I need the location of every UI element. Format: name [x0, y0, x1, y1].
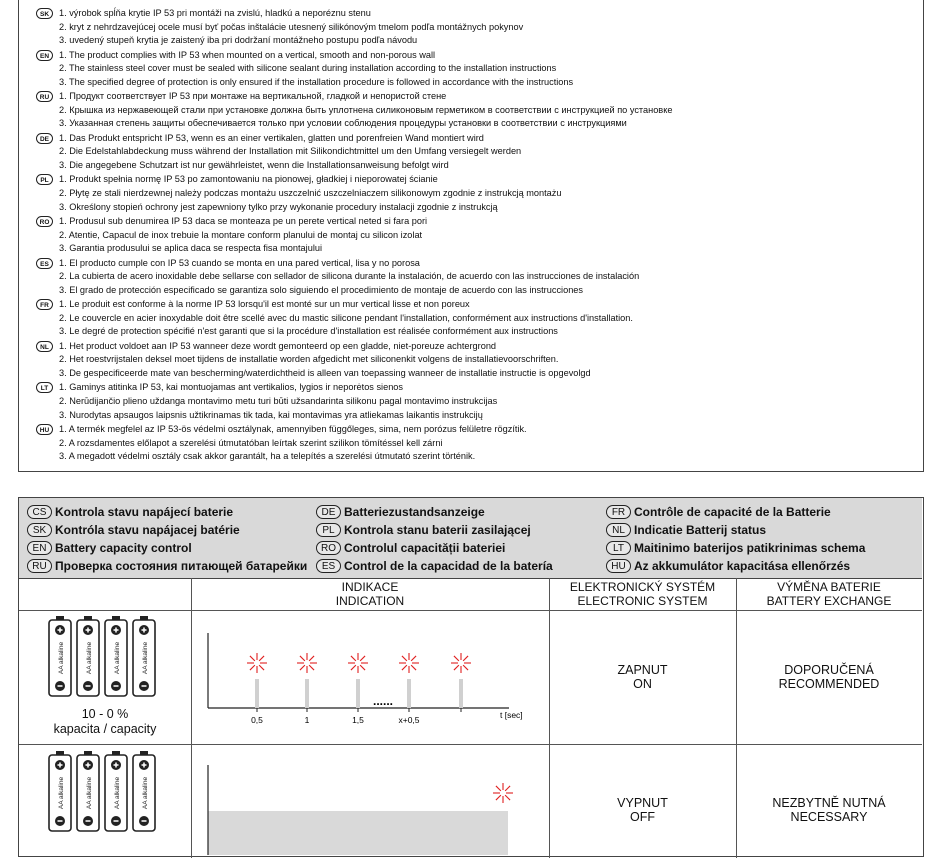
- battery-title-text: Controlul capacității bateriei: [344, 541, 506, 555]
- instruction-line: 1. Продукт соответствует IP 53 при монтаже на вертикальной, гладкой и непористой стене: [59, 91, 447, 102]
- aa-battery: [133, 616, 155, 696]
- instruction-block-sk: [36, 7, 916, 48]
- instruction-line: 2. Atentie, Capacul de inox trebuie la montare conform planului de montaj cu silicon izolat: [59, 229, 423, 240]
- battery-title-ru: [27, 557, 307, 575]
- x-tick-label: 0,5: [251, 715, 263, 725]
- flash-ray: [259, 665, 264, 670]
- instruction-line: 1. The product complies with IP 53 when mounted on a vertical, smooth and non-porous wall: [59, 49, 436, 60]
- system-state-off: [549, 796, 736, 824]
- x-tick-label: x+0,5: [398, 715, 420, 725]
- instruction-line: 1. Das Produkt entspricht IP 53, wenn es an einer vertikalen, glatten und porenfreien Wand montiert wird: [59, 132, 484, 143]
- instruction-block-es: [36, 257, 916, 298]
- system-state-on: [549, 663, 736, 691]
- instruction-line: 2. Die Edelstahlabdeckung muss während der Installation mit Silikondichtmittel um den Umfang versiegelt werden: [59, 146, 522, 157]
- language-badge: RO: [316, 541, 341, 555]
- flash-ray: [454, 665, 459, 670]
- instruction-line: 3. The specified degree of protection is only ensured if the installation procedure is followed in accordance with the instructions: [59, 76, 574, 87]
- instruction-line: 3. Nurodytas apsaugos laipsnis užtikrinamas tik tada, kai montavimas yra atliekamas laikantis instrukcijų: [59, 409, 483, 420]
- title-column-1: [27, 503, 307, 575]
- aa-battery: [105, 616, 127, 696]
- aa-battery: [49, 616, 71, 696]
- battery-title-pl: [316, 521, 553, 539]
- flash-ray: [496, 786, 501, 791]
- language-badge: RU: [36, 91, 53, 102]
- flash-icon: [493, 783, 513, 803]
- instruction-line: 1. Le produit est conforme à la norme IP 53 lorsqu'il est monté sur un mur vertical lisse et non poreux: [59, 299, 470, 310]
- instruction-block-fr: [36, 298, 916, 339]
- battery-title-fr: [606, 503, 865, 521]
- language-badge: EN: [27, 541, 52, 555]
- battery-title-text: Kontrola stavu napájecí baterie: [55, 505, 234, 519]
- instruction-block-ro: [36, 215, 916, 256]
- flash-icon: [247, 653, 267, 673]
- battery-title-text: Kontrola stanu baterii zasilającej: [344, 523, 531, 537]
- system-off-cs: VYPNUT: [617, 796, 668, 810]
- battery-title-de: [316, 503, 553, 521]
- x-tick-label: 1,5: [352, 715, 364, 725]
- instruction-line: 1. Het product voldoet aan IP 53 wanneer deze wordt gemonteerd op een gladde, niet-poreuze achtergrond: [59, 340, 497, 351]
- flash-ray: [259, 656, 264, 661]
- instruction-line: 1. Produsul sub denumirea IP 53 daca se monteaza pe un perete vertical neted si fara pori: [59, 216, 428, 226]
- header-indication-en: INDICATION: [335, 593, 405, 608]
- flash-ray: [463, 665, 468, 670]
- language-badge: LT: [606, 541, 631, 555]
- ellipsis-dots: ......: [372, 694, 394, 708]
- language-badge: DE: [36, 133, 53, 144]
- aa-battery: [49, 751, 71, 831]
- instruction-line: 2. kryt z nehrdzavejúcej ocele musí byť počas inštalácie utesnený silikónovým tmelom podľa montážnych pokynov: [59, 21, 524, 32]
- instruction-line: 3. A megadott védelmi osztály csak akkor garantált, ha a telepítés a szerelési útmutató szerint történik.: [59, 451, 476, 462]
- language-badge: HU: [606, 559, 631, 573]
- instruction-block-nl: [36, 340, 916, 381]
- instruction-line: 3. Указанная степень защиты обеспечивается только при условии соблюдения процедуры установки в соответствии с инструкциями: [59, 118, 627, 129]
- battery-group-low: [45, 616, 163, 698]
- flash-ray: [309, 656, 314, 661]
- flash-ray: [411, 656, 416, 661]
- battery-title-text: Maitinimo baterijos patikrinimas schema: [634, 541, 866, 555]
- battery-title-lt: [606, 539, 865, 557]
- instruction-line: 2. The stainless steel cover must be sealed with silicone sealant during installation according to the installation instructions: [59, 63, 557, 74]
- battery-title-sk: [27, 521, 307, 539]
- steady-light-area: [208, 811, 508, 855]
- instruction-line: 3. De gespecificeerde mate van bescherming/waterdichtheid is alleen van toepassing wanneer de installatie instructie is opgevolgd: [59, 367, 591, 378]
- instruction-line: 2. Płytę ze stali nierdzewnej należy podczas montażu uszczelnić uszczelniaczem silikonowym zgodnie z instrukcją montażu: [59, 187, 562, 198]
- flash-ray: [454, 656, 459, 661]
- instruction-line: 1. výrobok spĺňa krytie IP 53 pri montáži na zvislú, hladkú a neporéznu stenu: [59, 8, 371, 18]
- instruction-line: 1. El producto cumple con IP 53 cuando se monta en una pared vertical, lisa y no porosa: [59, 257, 420, 268]
- header-indication-cs: INDIKACE: [341, 580, 399, 594]
- pulse-bar: [407, 679, 411, 708]
- instruction-line: 3. Określony stopień ochrony jest zapewniony tylko przy wykonanie procedury instalacji zgodnie z instrukcją: [59, 201, 498, 212]
- flash-ray: [505, 786, 510, 791]
- instruction-block-en: [36, 49, 916, 90]
- battery-label: AA alkaline: [86, 776, 93, 810]
- language-badge: DE: [316, 505, 341, 519]
- flash-ray: [309, 665, 314, 670]
- system-on-en: ON: [633, 677, 652, 691]
- battery-title-text: Contrôle de capacité de la Batterie: [634, 505, 831, 519]
- flash-ray: [250, 656, 255, 661]
- instruction-line: 1. Gaminys atitinka IP 53, kai montuojamas ant vertikalios, lygios ir neporėtos sienos: [59, 382, 404, 393]
- exchange-recommended: [736, 663, 922, 691]
- instruction-line: 3. Garantia produsului se aplica daca se respecta fisa montajului: [59, 243, 323, 254]
- flash-icon: [297, 653, 317, 673]
- language-badge: SK: [36, 8, 53, 19]
- header-electronic-cs: ELEKTRONICKÝ SYSTÉM: [569, 580, 716, 594]
- exchange-necessary-cs: NEZBYTNĚ NUTNÁ: [772, 796, 886, 810]
- instruction-line: 2. La cubierta de acero inoxidable debe sellarse con sellador de silicona durante la instalación, de acuerdo con las instrucciones de instalación: [59, 271, 640, 282]
- capacity-percent: 10 - 0 %: [81, 707, 129, 721]
- language-badge: RU: [27, 559, 52, 573]
- instruction-line: 1. Produkt spełnia normę IP 53 po zamontowaniu na pionowej, gładkiej i nieporowatej ścianie: [59, 174, 438, 185]
- battery-title-text: Control de la capacidad de la batería: [344, 559, 553, 573]
- instruction-line: 1. A termék megfelel az IP 53-ös védelmi osztálynak, amennyiben függőleges, sima, nem porózus felületre rögzítik.: [59, 424, 527, 434]
- battery-label: AA alkaline: [58, 641, 65, 675]
- instruction-block-hu: [36, 423, 916, 464]
- flash-ray: [351, 656, 356, 661]
- instruction-block-lt: [36, 381, 916, 422]
- battery-title-es: [316, 557, 553, 575]
- battery-title-cs: [27, 503, 307, 521]
- flash-ray: [505, 795, 510, 800]
- instruction-line: 3. uvedený stupeň krytia je zaistený iba pri dodržaní montážneho postupu podľa návodu: [59, 35, 418, 46]
- battery-title-en: [27, 539, 307, 557]
- flash-ray: [402, 656, 407, 661]
- battery-title-text: Indicatie Batterij status: [634, 523, 767, 537]
- flash-ray: [360, 656, 365, 661]
- battery-title-text: Проверка состояния питающей батарейки: [55, 559, 308, 573]
- indication-diagram-steady: [191, 745, 549, 855]
- instruction-line: 3. Die angegebene Schutzart ist nur gewährleistet, wenn die Installationsanweisung befolgt wird: [59, 159, 449, 170]
- language-badge: SK: [27, 523, 52, 537]
- language-badge: CS: [27, 505, 52, 519]
- instruction-line: 3. Le degré de protection spécifié n'est garanti que si la procédure d'installation est réalisée conformément aux instructions: [59, 326, 558, 337]
- flash-ray: [300, 665, 305, 670]
- instruction-line: 2. A rozsdamentes előlapot a szerelési útmutatóban leírtak szerint szilikon tömítéssel kell zárni: [59, 437, 443, 448]
- battery-group-empty: [45, 751, 163, 833]
- aa-battery: [105, 751, 127, 831]
- battery-title-area: [19, 498, 922, 579]
- language-badge: ES: [36, 258, 53, 269]
- exchange-necessary-en: NECESSARY: [790, 810, 868, 824]
- header-electronic-en: ELECTRONIC SYSTEM: [577, 593, 708, 608]
- x-axis-label: t [sec]: [500, 710, 523, 720]
- flash-ray: [463, 656, 468, 661]
- indication-diagram-flashing: [191, 611, 549, 744]
- battery-label: AA alkaline: [142, 641, 149, 675]
- flash-ray: [351, 665, 356, 670]
- language-badge: ES: [316, 559, 341, 573]
- language-badge: FR: [606, 505, 631, 519]
- exchange-recommended-en: RECOMMENDED: [778, 677, 880, 691]
- battery-title-hu: [606, 557, 865, 575]
- aa-battery: [77, 751, 99, 831]
- instruction-block-pl: [36, 173, 916, 214]
- instruction-line: 2. Le couvercle en acier inoxydable doit être scellé avec du mastic silicone pendant l'installation, conformément aux instructions d'installation.: [59, 312, 633, 323]
- header-exchange-cs: VÝMĚNA BATERIE: [777, 580, 881, 594]
- instruction-block-ru: [36, 90, 916, 131]
- system-off-en: OFF: [630, 810, 655, 824]
- battery-title-text: Batteriezustandsanzeige: [344, 505, 485, 519]
- exchange-necessary: [736, 796, 922, 824]
- title-column-2: [316, 503, 553, 575]
- language-badge: PL: [316, 523, 341, 537]
- exchange-recommended-cs: DOPORUČENÁ: [784, 663, 874, 677]
- header-indication: [191, 578, 549, 610]
- battery-label: AA alkaline: [114, 641, 121, 675]
- language-badge: PL: [36, 174, 53, 185]
- flash-icon: [348, 653, 368, 673]
- capacity-label: kapacita / capacity: [53, 722, 157, 736]
- flash-ray: [411, 665, 416, 670]
- language-badge: LT: [36, 382, 53, 393]
- flash-ray: [496, 795, 501, 800]
- language-badge: NL: [36, 341, 53, 352]
- language-badge: FR: [36, 299, 53, 310]
- flash-ray: [402, 665, 407, 670]
- battery-label: AA alkaline: [58, 776, 65, 810]
- instruction-line: 2. Крышка из нержавеющей стали при установке должна быть уплотнена силиконовым герметиком в соответствии с инструкцией по установке: [59, 104, 673, 115]
- aa-battery: [77, 616, 99, 696]
- battery-label: AA alkaline: [142, 776, 149, 810]
- header-exchange-en: BATTERY EXCHANGE: [766, 593, 892, 608]
- flash-icon: [399, 653, 419, 673]
- x-tick-label: 1: [304, 715, 310, 725]
- battery-title-text: Kontróla stavu napájacej batérie: [55, 523, 240, 537]
- battery-label: AA alkaline: [86, 641, 93, 675]
- battery-title-nl: [606, 521, 865, 539]
- flash-icon: [451, 653, 471, 673]
- battery-title-ro: [316, 539, 553, 557]
- system-on-cs: ZAPNUT: [617, 663, 668, 677]
- battery-label: AA alkaline: [114, 776, 121, 810]
- battery-control-box: [18, 497, 924, 857]
- instruction-line: 2. Het roestvrijstalen deksel moet tijdens de installatie worden afgedicht met siliconenkit volgens de installatievoorschriften.: [59, 354, 559, 365]
- header-electronic: [549, 578, 736, 610]
- language-badge: EN: [36, 50, 53, 61]
- instruction-block-de: [36, 132, 916, 173]
- language-badge: HU: [36, 424, 53, 435]
- language-badge: NL: [606, 523, 631, 537]
- flash-ray: [300, 656, 305, 661]
- aa-battery: [133, 751, 155, 831]
- instruction-line: 2. Nerūdijančio plieno uždanga montavimo metu turi būti užsandarinta silikonu pagal montavimo instrukcijas: [59, 395, 498, 406]
- pulse-bar: [305, 679, 309, 708]
- title-column-3: [606, 503, 865, 575]
- flash-ray: [360, 665, 365, 670]
- pulse-bar: [255, 679, 259, 708]
- language-badge: RO: [36, 216, 53, 227]
- header-exchange: [736, 578, 922, 610]
- battery-title-text: Az akkumulátor kapacitása ellenőrzés: [634, 559, 851, 573]
- battery-title-text: Battery capacity control: [55, 541, 192, 555]
- instruction-line: 3. El grado de protección especificado se garantiza solo siguiendo el procedimiento de montaje de acuerdo con las instrucciones: [59, 284, 584, 295]
- flash-ray: [250, 665, 255, 670]
- pulse-bar: [356, 679, 360, 708]
- pulse-bar: [459, 679, 463, 708]
